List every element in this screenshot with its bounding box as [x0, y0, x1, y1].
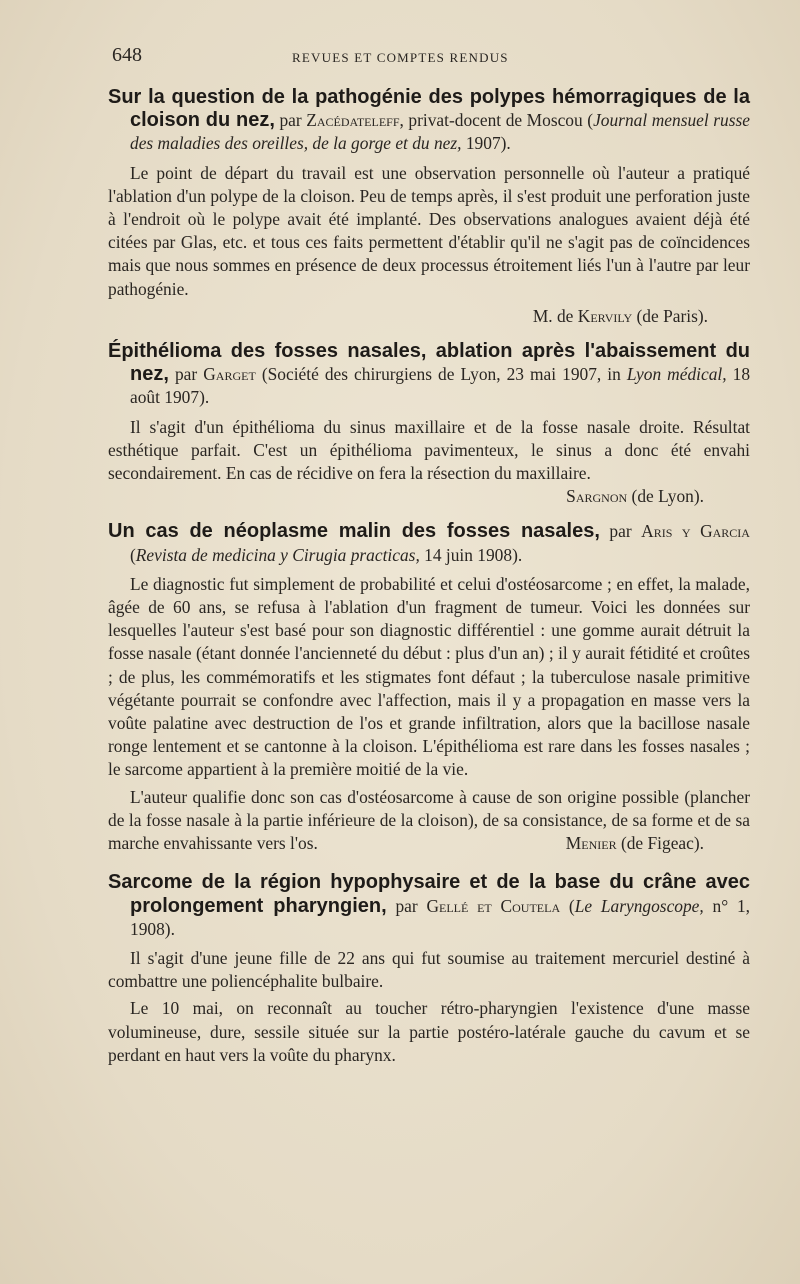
article-paragraph: Le 10 mai, on reconnaît au toucher rétro-pharyngien l'existence d'une masse volumineuse, dure, sessile située sur la partie postéro-latérale gauche du cavum et se perdant en haut vers la voûte du pharynx. [108, 998, 750, 1065]
article-paragraph: Il s'agit d'une jeune fille de 22 ans qui fut soumise au traitement mercuriel destiné à combattre une poliencéphalite bulbaire. [108, 947, 750, 992]
signature-place: (de Figeac). [620, 833, 704, 854]
article-paragraph: Le diagnostic fut simplement de probabilité et celui d'ostéosarcome ; en effet, la malade, âgée de 60 ans, se refusa à l'ablation d'un fragment de tumeur. Voici les données sur lesquelles l'auteur s'est basé pour son diagnostic différentiel : une gomme aurait détruit la fosse nasale (étant donnée l'ancienneté du début : plus d'un an) ; il y aurait fétidité et croûtes ; de plus, les commémoratifs et les stigmates font défaut ; la tuberculose nasale primitive végétante pourrait se confondre avec l'affection, mais il y a propagation en masse vers la voûte palatine avec destruction de l'os et grande infiltration, alors que la bacillose nasale ronge lentement et se cantonne à la cloison. L'épithélioma est rare dans les fosses nasales ; le sarcome appartient à la première moitié de la vie. [108, 573, 750, 780]
running-header [112, 44, 752, 72]
article-meta-end: 14 juin 1908). [424, 544, 523, 565]
article-epithelioma [108, 340, 750, 508]
page-content [108, 86, 750, 1079]
article-journal: Revista de medicina y Cirugia practicas, [135, 544, 420, 565]
article-title: Épithélioma des fosses nasales, ablation après l'abaissement du nez, [108, 340, 750, 386]
page-number: 648 [112, 44, 142, 66]
article-author: Garget [203, 364, 256, 385]
article-sarcome [108, 871, 750, 1067]
article-title: Sur la question de la pathogénie des polypes hémorragiques de la cloison du nez, [108, 86, 750, 132]
article-title: Sarcome de la région hypophysaire et de la base du crâne avec prolongement pharyngien, [108, 871, 750, 917]
article-meta: ( [130, 544, 136, 565]
article-title: Un cas de néoplasme malin des fosses nasales, [108, 520, 600, 543]
signature-prefix: M. de [532, 305, 574, 326]
article-meta: (Société des chirurgiens de Lyon, 23 mai 1907, in [261, 364, 621, 385]
article-journal: Journal mensuel russe des maladies des oreilles, de la gorge et du nez, [130, 110, 750, 154]
signature-name: Menier [565, 833, 617, 854]
paragraph-text: Il s'agit d'un épithélioma du sinus maxillaire et de la fosse nasale droite. Résultat esthétique parfait. C'est un épithélioma pavimenteux, le sinus a donc été envahi secondairement. En cas de récidive on fera la résection du maxillaire. [108, 416, 750, 484]
article-meta: ( [568, 895, 575, 916]
article-by: par [279, 110, 302, 131]
article-journal: Le Laryngoscope, [574, 895, 704, 916]
article-heading [108, 340, 750, 410]
signature-name: Kervily [577, 305, 633, 326]
signature-place: (de Lyon). [631, 486, 704, 507]
article-author: Zacédateleff, [306, 110, 404, 131]
article-meta: privat-docent de Moscou ( [408, 110, 594, 131]
article-by: par [395, 895, 418, 916]
article-paragraph: Le point de départ du travail est une observation personnelle où l'auteur a pratiqué l'ablation d'un polype de la cloison. Peu de temps après, il s'est produit une perforation juste à l'endroit où le polype avait été implanté. Des observations analogues avaient déjà été citées par Glas, etc. et tous ces faits permettent d'établir qu'il ne s'agit pas de coïncidences mais que nous sommes en présence de deux processus étroitement liés l'un à l'autre par leur pathogénie. [108, 162, 750, 299]
signature-name: Sargnon [566, 486, 628, 507]
article-journal: Lyon médical, [626, 364, 727, 385]
article-paragraph [108, 786, 750, 856]
running-title: REVUES ET COMPTES RENDUS [292, 50, 509, 65]
article-polypes [108, 86, 750, 328]
article-by: par [174, 364, 198, 385]
article-heading [108, 86, 750, 156]
article-meta-end: 1907). [465, 133, 511, 154]
article-neoplasme [108, 520, 750, 859]
signature-place: (de Paris). [636, 305, 708, 326]
article-by: par [609, 521, 632, 542]
article-signature [108, 305, 750, 328]
article-signature [544, 832, 750, 855]
article-author: Aris y Garcia [641, 521, 750, 542]
article-paragraph [108, 416, 750, 507]
article-meta-end: 18 août 1907). [130, 364, 751, 408]
paragraph-text: L'auteur qualifie donc son cas d'ostéosarcome à cause de son origine possible (plancher de la fosse nasale à la partie inférieure de la cloison), de sa consistance, de sa forme et de sa marche envahissante vers l'os. [108, 786, 750, 854]
article-author: Gellé et Coutela [426, 895, 561, 916]
article-heading [108, 871, 750, 941]
article-signature [544, 485, 750, 508]
article-meta-end: n° 1, 1908). [130, 895, 750, 939]
article-heading [108, 520, 750, 566]
